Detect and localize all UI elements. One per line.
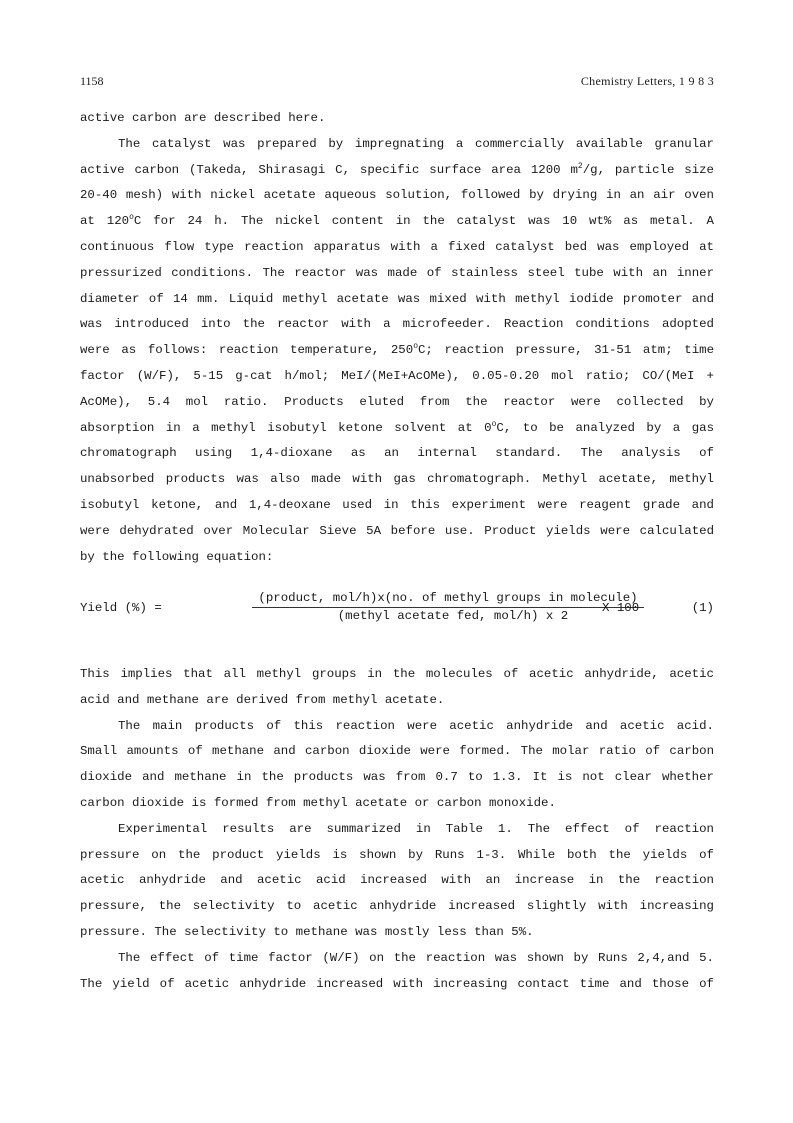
- equation-multiplier: X 100: [602, 601, 640, 615]
- text-line: at 120$^o$C for 24 h. The nickel content in the catalyst was 10 wt% as metal. A: [80, 213, 714, 229]
- text-line: acetic anhydride and acetic acid increased with an increase in the reaction: [80, 873, 714, 888]
- text-line: active carbon (Takeda, Shirasagi C, specific surface area 1200 $m^2/g$, particle size: [80, 161, 714, 177]
- text-line: chromatograph using 1,4-dioxane as an internal standard. The analysis of: [80, 446, 714, 461]
- text-line: were dehydrated over Molecular Sieve 5A before use. Product yields were calculated: [80, 523, 714, 538]
- text-line: was introduced into the reactor with a microfeeder. Reaction conditions adopted: [80, 317, 714, 332]
- text-line: dioxide and methane in the products was from 0.7 to 1.3. It is not clear whether: [80, 770, 714, 785]
- text-line: Experimental results are summarized in Table 1. The effect of reaction: [118, 821, 714, 836]
- yield-equation: [80, 590, 714, 630]
- equation-numerator: (product, mol/h)x(no. of methyl groups in molecule): [258, 591, 638, 605]
- text-line: The main products of this reaction were acetic anhydride and acetic acid.: [118, 718, 714, 733]
- text-line: unabsorbed products was also made with gas chromatograph. Methyl acetate, methyl: [80, 472, 714, 487]
- text-line: Small amounts of methane and carbon dioxide were formed. The molar ratio of carbon: [80, 744, 714, 759]
- page-number: 1158: [80, 74, 104, 88]
- text-line: factor (W/F), 5-15 g-cat h/mol; MeI/(MeI+AcOMe), 0.05-0.20 mol ratio; CO/(MeI +: [80, 368, 714, 383]
- text-line: active carbon are described here.: [80, 111, 326, 125]
- journal-title: Chemistry Letters, 1 9 8 3: [580, 74, 714, 88]
- text-line: The effect of time factor (W/F) on the reaction was shown by Runs 2,4,and 5.: [118, 950, 714, 965]
- text-line: continuous flow type reaction apparatus with a fixed catalyst bed was employed at: [80, 239, 714, 254]
- page-header: [80, 74, 714, 90]
- text-line: This implies that all methyl groups in the molecules of acetic anhydride, acetic: [80, 667, 714, 681]
- text-line: pressure on the product yields is shown by Runs 1-3. While both the yields of: [80, 847, 714, 862]
- equation-lhs: Yield (%) =: [80, 601, 162, 615]
- equation-fraction: [252, 590, 644, 625]
- text-line: pressure. The selectivity to methane was mostly less than 5%.: [80, 924, 534, 939]
- text-line: The yield of acetic anhydride increased with increasing contact time and those of: [80, 976, 714, 991]
- text-line: pressure, the selectivity to acetic anhydride increased slightly with increasing: [80, 899, 714, 914]
- text-line: isobutyl ketone, and 1,4-deoxane used in this experiment were reagent grade and: [80, 497, 714, 512]
- equation-number: (1): [691, 601, 714, 615]
- text-line: absorption in a methyl isobutyl ketone solvent at 0$^o$C, to be analyzed by a gas: [80, 419, 715, 435]
- equation-denominator: (methyl acetate fed, mol/h) x 2: [337, 609, 569, 623]
- text-line: acid and methane are derived from methyl acetate.: [80, 692, 445, 707]
- text-line: diameter of 14 mm. Liquid methyl acetate was mixed with methyl iodide promoter and: [80, 291, 714, 306]
- body-text-upper: [80, 106, 714, 570]
- text-line: carbon dioxide is formed from methyl acetate or carbon monoxide.: [80, 795, 556, 810]
- text-line: pressurized conditions. The reactor was made of stainless steel tube with an inner: [80, 265, 714, 280]
- body-text-lower: [80, 662, 714, 997]
- text-line: AcOMe), 5.4 mol ratio. Products eluted from the reactor were collected by: [80, 394, 714, 409]
- text-line: The catalyst was prepared by impregnating a commercially available granular: [118, 136, 714, 151]
- text-line: 20-40 mesh) with nickel acetate aqueous solution, followed by drying in an air oven: [80, 188, 714, 203]
- text-line: were as follows: reaction temperature, 250$^o$C; reaction pressure, 31-51 atm; time: [80, 342, 714, 358]
- text-line: by the following equation:: [80, 549, 274, 564]
